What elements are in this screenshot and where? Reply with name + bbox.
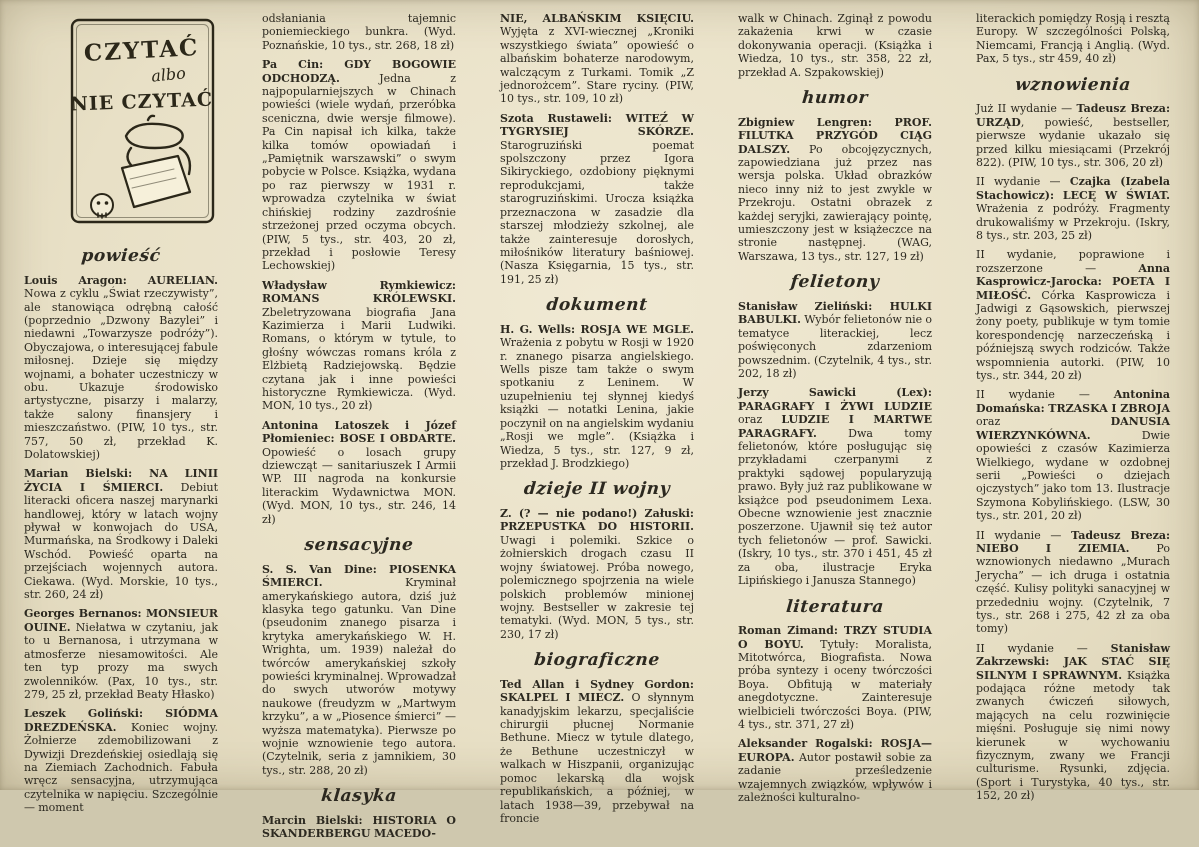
entry-zimand-trzy-studia	[738, 624, 932, 731]
entry-rogalski-rosja-europa	[738, 737, 932, 804]
entry-zielinski-hulki-babulki	[738, 300, 932, 380]
entry-text: Wrażenia z podróży. Fragmenty drukowaliśmy w Przekroju. (Iskry, 8 tys., str. 203, 25 zł)	[976, 202, 1170, 243]
column-5	[976, 12, 1170, 847]
entry-author-title: Pa Cin: GDY BOGOWIE ODCHODZĄ.	[262, 58, 456, 85]
entry-author-title: DANUSIA WIERZYNKÓWNA.	[976, 415, 1170, 442]
entry-text: Debiut literacki oficera naszej marynarki handlowej, który w latach wojny pływał w konwojach do USA, Murmańska, na Środkowy i Daleki Wschód. Powieść oparta na przejściach wojennych autora. Ciekawa. (Wyd. Morskie, 10 tys., str. 260, 24 zł)	[24, 480, 218, 602]
entry-text: oraz	[738, 413, 782, 427]
entry-latoszek-plomieniec-bose-i-obdarte	[262, 419, 456, 526]
entry-skalpel-continuation	[738, 12, 932, 79]
entry-breza-niebo-i-ziemia	[976, 529, 1170, 636]
entry-text: O słynnym kanadyjskim lekarzu, specjaliście chirurgii płucnej Normanie Bethune. Miecz w tytule dlatego, że Bethune uczestniczył w walkach w Hiszpanii, organizując pomoc lekarską dla wojsk republikańskich, a później, w latach 1938—39, przebywał na froncie	[500, 691, 694, 825]
entry-text: Po obcojęzycznych, zapowiedziana już przez nas wersja polska. Układ obrazków nieco inny niż to jest zwykle w Przekroju. Ostatni obrazek z każdej seryjki, zawierający pointę, umieszczony jest w książeczce na stronie następnej. (WAG, Warszawa, 13 tys., str. 127, 19 zł)	[738, 142, 932, 263]
entry-text: II wydanie —	[976, 641, 1111, 655]
entry-text: Koniec wojny. Żołnierze zdemobilizowani z Dywizji Drezdeńskiej osiedlają się na Ziemiach Zachodnich. Fabuła wręcz sensacyjna, utrzymująca czytelnika w napięciu. Szczególnie — moment	[24, 720, 218, 815]
entry-golinski-continuation	[262, 12, 456, 52]
entry-text: Autor postawił sobie za zadanie prześledzenie wzajemnych związków, wpływów i zależności kulturalno-	[738, 750, 932, 805]
column-1	[24, 12, 218, 847]
entry-domanska-trzaska-i-zbroja	[976, 388, 1170, 522]
entry-text: Już II wydanie —	[976, 102, 1077, 116]
reading-column-logo-icon	[68, 14, 218, 236]
section-heading-literatura: literatura	[785, 596, 885, 617]
entry-text: Kryminał amerykańskiego autora, dziś już klasyka tego gatunku. Van Dine (pseudonim znanego pisarza i krytyka amerykańskiego W. H. Wrighta, um. 1939) należał do twórców amerykańskiej szkoły powieści kryminalnej. Wprowadzał do swych utworów motywy naukowe (freudyzm w „Martwym krzyku”, a w „Piosence śmierci” — wyższa matematyka). Pierwsze po wojnie wznowienie tego autora. (Czytelnik, seria z jamnikiem, 30 tys., str. 288, 20 zł)	[262, 576, 456, 777]
section-heading-biograficzne: biograficzne	[533, 650, 661, 671]
entry-text: Wyjęta z XVI-wiecznej „Kroniki wszystkiego świata” opowieść o albańskim bohaterze narodowym, walczącym z Turkami. Tomik „Z jednorożcem”. Stare ryciny. (PIW, 10 tys., str. 109, 10 zł)	[500, 25, 694, 106]
entry-author-title: Czajka (Izabela Stachowicz): LECĘ W ŚWIAT.	[976, 175, 1171, 202]
entry-author-title: Stanisław Zakrzewski: JAK STAĆ SIĘ SILNYM I SPRAWNYM.	[976, 641, 1170, 682]
logo-word-nie-czytac: NIE CZYTAĆ	[70, 88, 214, 116]
column-1-blocks	[24, 246, 218, 815]
entry-author-title: Jerzy Sawicki (Lex): PARAGRAFY I ŻYWI LUDZIE	[738, 386, 932, 413]
entry-text: Po wznowionych niedawno „Murach Jerycha” — ich druga i ostatnia część. Kulisy polityki sanacyjnej w przededniu wojny. (Czytelnik, 7 tys., str. 268 i 275, 42 zł za oba tomy)	[976, 541, 1170, 636]
entry-author-title: Szota Rustaweli: WITEŹ W TYGRYSIEJ SKÓRZE.	[500, 111, 694, 139]
entry-author-title: Antonina Domańska: TRZASKA I ZBROJA	[976, 388, 1170, 415]
column-3-blocks	[500, 12, 694, 825]
entry-skanderberg-continuation	[500, 12, 694, 106]
section-heading-humor: humor	[801, 88, 869, 109]
entry-text: odsłaniania tajemnic poniemieckiego bunkra. (Wyd. Poznańskie, 10 tys., str. 268, 18 zł)	[262, 12, 456, 52]
entry-text: Jedna z najpopularniejszych w Chinach powieści (wiele wydań, przeróbka sceniczna, dwie wersje filmowe). Pa Cin napisał ich kilka, także kilka tomów opowiadań i „Pamiętnik warszawski” o swym pobycie w Polsce. Książka, wydana po raz pierwszy w 1931 r. wprowadza czytelnika w świat chińskiej rodziny zazdrośnie strzeżonej przed oczyma obcych. (PIW, 5 tys., str. 403, 20 zł, przekład i posłowie Teresy Lechowskiej)	[262, 71, 456, 273]
entry-text: Starogruziński poemat spolszczony przez Igora Sikiryckiego, ozdobiony pięknymi reprodukcjami, także starogruzińskimi. Urocza książka przeznaczona w zasadzie dla starszej młodzieży szkolnej, ale także zainteresuje dorosłych, miłośników literatury baśniowej. (Nasza Księgarnia, 15 tys., str. 191, 25 zł)	[500, 138, 694, 286]
entry-author-title: Zbigniew Lengren: PROF. FILUTKA PRZYGÓD CIĄG DALSZY.	[738, 115, 932, 156]
entry-czajka-lece-w-swiat	[976, 175, 1170, 242]
entry-author-title: Tadeusz Breza: URZĄD	[976, 102, 1170, 129]
entry-sawicki-paragrafy	[738, 386, 932, 587]
entry-text: Niełatwa w czytaniu, jak to u Bernanosa, i utrzymana w atmosferze niesamowitości. Ale ten typ prozy ma swych zwolenników. (Pax, 10 tys., str. 279, 25 zł, przekład Beaty Hłasko)	[24, 620, 218, 701]
entry-text: Córka Kasprowicza i Jadwigi z Gąsowskich, pierwszej żony poety, publikuje w tym tomie korespondencję narzeczeńską i późniejszą swych rodziców. Także wspomnienia autorki. (PIW, 10 tys., str. 344, 20 zł)	[976, 288, 1170, 383]
skull-icon	[91, 194, 113, 218]
entry-author-title: Tadeusz Breza: NIEBO I ZIEMIA.	[976, 528, 1171, 555]
section-heading-klasyka: klasyka	[320, 786, 398, 807]
entry-zakrzewski-jak-stac-sie-silnym	[976, 642, 1170, 803]
entry-author-title: LUDZIE I MARTWE PARAGRAFY.	[738, 413, 932, 440]
section-heading-wznowienia: wznowienia	[1014, 74, 1132, 95]
entry-text: II wydanie —	[976, 175, 1070, 189]
entry-aragon-aurelian	[24, 274, 218, 462]
entry-author-title: Stanisław Zieliński: HULKI BABULKI.	[738, 299, 932, 327]
entry-kasprowicz-jarocka-poeta-i-milosc	[976, 248, 1170, 382]
column-4	[738, 12, 932, 847]
entry-bernanos-monsieur-ouine	[24, 607, 218, 701]
entry-text: Uwagi i polemiki. Szkice o żołnierskich drogach czasu II wojny światowej. Próba nowego, polemicznego spojrzenia na wiele polskich problemów minionej wojny. Bestseller w zakresie tej tematyki. (Wyd. MON, 5 tys., str. 230, 17 zł)	[500, 533, 694, 641]
entry-rymkiewicz-romans-krolewski	[262, 279, 456, 413]
entry-text: II wydanie, poprawione i rozszerzone —	[976, 248, 1170, 275]
entry-text: Nowa z cyklu „Świat rzeczywisty”, ale stanowiąca odrębną całość (poprzednio „Dzwony Bazylei” i niedawni „Towarzysze podróży”). Obyczajowa, o interesującej fabule miłosnej. Dzieje się między wojnami, a bohater uczestniczy w obu. Ukazuje środowisko artystyczne, pisarzy i malarzy, także salony finansjery i mieszczaństwo. (PIW, 10 tys., str. 757, 50 zł, przekład K. Dolatowskiej)	[24, 287, 218, 462]
entry-text: , powieść, bestseller, pierwsze wydanie ukazało się przed kilku miesiącami (Przekrój 822). (PIW, 10 tys., str. 306, 20 zł)	[976, 115, 1170, 169]
entry-author-title: Roman Zimand: TRZY STUDIA O BOYU.	[738, 624, 932, 651]
section-heading-sensacyjne: sensacyjne	[303, 535, 415, 556]
entry-wells-rosja-we-mgle	[500, 323, 694, 470]
entry-author-title: Antonina Latoszek i Józef Płomieniec: BOSE I OBDARTE.	[262, 418, 456, 446]
entry-author-title: H. G. Wells: ROSJA WE MGLE.	[500, 322, 694, 336]
entry-author-title: Leszek Goliński: SIÓDMA DREZDEŃSKA.	[24, 707, 218, 734]
section-heading-felietony: felietony	[789, 272, 881, 293]
entry-author-title: Georges Bernanos: MONSIEUR OUINE.	[24, 607, 218, 634]
column-2-blocks	[262, 12, 456, 841]
entry-marcin-bielski-skanderberg	[262, 814, 456, 841]
entry-text: Zbeletryzowana biografia Jana Kazimierza i Marii Ludwiki. Romans, o którym w tytule, to głośny wówczas romans króla z Elżbietą Radziejowską. Będzie czytana jak i inne powieści historyczne Rymkiewicza. (Wyd. MON, 10 tys., 20 zł)	[262, 305, 456, 413]
czytac-albo-nie-czytac-logo	[68, 14, 218, 236]
entry-text: II wydanie —	[976, 528, 1072, 542]
entry-author-title: Marcin Bielski: HISTORIA O SKANDERBERGU MACEDO-	[262, 814, 456, 841]
entry-text: Tytuły: Moralista, Mitotwórca, Biografista. Nowa próba syntezy i oceny twórczości Boya. Obfitują w materiały anegdotyczne. Zainteresuje wielbicieli twórczości Boya. (PIW, 4 tys., str. 371, 27 zł)	[738, 637, 933, 732]
entry-pa-cin-gdy-bogowie	[262, 58, 456, 273]
entry-author-title: Marian Bielski: NA LINII ŻYCIA I ŚMIERCI.	[24, 467, 218, 494]
entry-rustaweli-witez	[500, 112, 694, 286]
column-4-blocks	[738, 12, 932, 805]
entry-text: Dwie opowieści z czasów Kazimierza Wielkiego, wydane w ozdobnej serii „Powieści o dziejach ojczystych” jako tom 13. Ilustracje Szymona Kobylińskiego. (LSW, 30 tys., str. 201, 20 zł)	[976, 428, 1170, 523]
entry-breza-urzad	[976, 102, 1170, 169]
entry-text: oraz	[976, 415, 1111, 429]
reader-doodle-icon	[122, 116, 190, 207]
entry-text: II wydanie —	[976, 388, 1114, 402]
logo-word-albo: albo	[150, 63, 187, 86]
column-5-blocks	[976, 12, 1170, 803]
entry-author-title: NIE, ALBAŃSKIM KSIĘCIU.	[500, 12, 694, 25]
entry-lengren-prof-filutka	[738, 116, 932, 263]
section-heading-dokument: dokument	[545, 295, 649, 316]
entry-author-title: Z. (? — nie podano!) Załuski: PRZEPUSTKA DO HISTORII.	[500, 507, 694, 534]
section-heading-powiesc: powieść	[80, 246, 162, 266]
entry-rogalski-continuation	[976, 12, 1170, 66]
entry-allan-gordon-skalpel	[500, 678, 694, 825]
entry-van-dine-piosenka-smierci	[262, 563, 456, 778]
entry-text: literackich pomiędzy Rosją i resztą Europy. W szczególności Polską, Niemcami, Francją i Anglią. (Wyd. Pax, 5 tys., str 459, 40 zł)	[976, 12, 1170, 66]
entry-text: walk w Chinach. Zginął z powodu zakażenia krwi w czasie dokonywania operacji. (Książka i Wiedza, 10 tys., str. 358, 22 zł, przekład A. Szpakowskiej)	[738, 12, 932, 79]
entry-text: Książka podająca różne metody tak zwanych ćwiczeń siłowych, mających na celu rozwinięcie mięśni. Posługuje się nimi nowy kierunek w wychowaniu fizycznym, zwany we Francji culturisme. Rysunki, zdjęcia. (Sport i Turystyka, 40 tys., str. 152, 20 zł)	[976, 668, 1170, 803]
entry-bielski-na-linii	[24, 467, 218, 601]
entry-text: Wrażenia z pobytu w Rosji w 1920 r. znanego pisarza angielskiego. Wells pisze tam także o swym spotkaniu z Leninem. W uzupełnieniu tej słynnej kiedyś książki — notatki Lenina, jakie poczynił on na angielskim wydaniu „Rosji we mgle”. (Książka i Wiedza, 5 tys., str. 127, 9 zł, przekład J. Brodzkiego)	[500, 336, 694, 470]
entry-text: Dwa tomy felietonów, które posługując się przykładami czerpanymi z praktyki sądowej popularyzują prawo. Były już raz publikowane w książce pod pseudonimem Lexa. Obecne wznowienie jest znacznie poszerzone. Ujawnił się też autor tych felietonów — prof. Sawicki. (Iskry, 10 tys., str. 370 i 451, 45 zł za oba, ilustracje Eryka Lipińskiego i Janusza Stannego)	[738, 426, 932, 588]
entry-zaluski-przepustka	[500, 507, 694, 641]
entry-author-title: Louis Aragon: AURELIAN.	[24, 273, 218, 287]
logo-word-czytac: CZYTAĆ	[83, 34, 201, 68]
entry-author-title: S. S. Van Dine: PIOSENKA ŚMIERCI.	[262, 562, 456, 590]
column-2	[262, 12, 456, 847]
column-3	[500, 12, 694, 847]
entry-author-title: Aleksander Rogalski: ROSJA—EUROPA.	[738, 737, 932, 764]
entry-author-title: Władysław Rymkiewicz: ROMANS KRÓLEWSKI.	[262, 278, 456, 306]
entry-text: Wybór felietonów nie o tematyce literackiej, lecz poświęconych zdarzeniom powszednim. (Czytelnik, 4 tys., str. 202, 18 zł)	[738, 313, 933, 380]
section-heading-dzieje-ii-wojny: dzieje II wojny	[523, 479, 672, 500]
entry-text: Opowieść o losach grupy dziewcząt — sanitariuszek I Armii WP. III nagroda na konkursie literackim Wydawnictwa MON. (Wyd. MON, 10 tys., str. 246, 14 zł)	[262, 445, 456, 526]
entry-author-title: Ted Allan i Sydney Gordon: SKALPEL I MIECZ.	[500, 677, 694, 705]
entry-golinski-siodma-drezdenska	[24, 707, 218, 814]
columns-container	[24, 12, 1175, 847]
entry-author-title: Anna Kasprowicz-Jarocka: POETA I MIŁOŚĆ.	[976, 261, 1170, 302]
